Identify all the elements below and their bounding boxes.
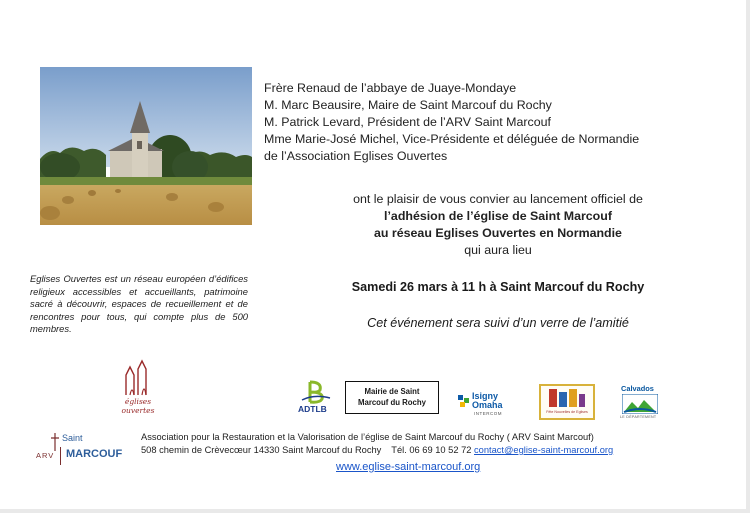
eglises-ouvertes-logo [108,355,168,413]
isigny-logo-text: Isigny [472,391,499,401]
invitation-highlight: au réseau Eglises Ouvertes en Normandie [374,226,622,240]
footer-email-link[interactable]: contact@eglise-saint-marcouf.org [474,445,614,455]
adtlb-logo-text: ADTLB [298,404,327,414]
mairie-logo [345,381,439,414]
saint-marcouf-logo-divider [60,447,61,465]
invitee-line: de l’Association Eglises Ouvertes [264,149,448,163]
footer-contact-line [141,444,701,457]
adtlb-logo [296,380,340,416]
footer-association: Association pour la Restauration et la Valorisation de l’église de Saint Marcouf du Rochy ( ARV Saint Marcouf) [141,432,594,442]
invitees-list [264,80,734,165]
invitee-line: Frère Renaud de l’abbaye de Juaye-Mondaye [264,81,517,95]
network-description: Eglises Ouvertes est un réseau européen d’édifices religieux accessibles et accueillants, patrimoine sacré à découvrir, espaces de recueillement et de rencontres pour tous, qui compte plus de 500 membres. [30,273,248,335]
isigny-omaha-logo [458,391,514,419]
saint-marcouf-logo [36,433,123,467]
invitee-line: Mme Marie-José Michel, Vice-Présidente et déléguée de Normandie [264,132,640,146]
saint-marcouf-logo-arv: ARV [36,451,55,460]
calvados-logo-text: Calvados [621,384,654,393]
eglises-ouvertes-logo-text: églises ouvertes [121,397,155,415]
church-photo [40,67,252,225]
website-link[interactable]: www.eglise-saint-marcouf.org [336,461,481,473]
invitation-line: qui aura lieu [464,243,532,257]
calvados-logo [618,384,664,422]
calvados-logo-subtext: LE DÉPARTEMENT [620,415,657,419]
invitation-line: ont le plaisir de vous convier au lancement officiel de [353,192,643,206]
footer-phone: Tél. 06 69 10 52 72 [391,445,472,455]
event-date: Samedi 26 mars à 11 h à Saint Marcouf du Rochy [351,280,645,294]
invitee-line: M. Patrick Levard, Président de l’ARV Saint Marcouf [264,115,551,129]
footer-address: 508 chemin de Crèvecœur 14330 Saint Marcouf du Rochy [141,445,382,455]
saint-marcouf-logo-marcouf: MARCOUF [66,448,123,460]
intercom-logo-text: INTERCOM [474,411,502,416]
invitee-line: M. Marc Beausire, Maire de Saint Marcouf du Rochy [264,98,552,112]
mairie-logo-line: Mairie de Saint [364,387,420,396]
festival-logo-caption: Fête Nouvelles de Eglises [546,410,588,414]
invitation-highlight: l’adhésion de l’église de Saint Marcouf [384,209,612,223]
saint-marcouf-logo-saint: Saint [62,433,83,443]
invitation-text [300,191,696,259]
event-followup: Cet événement sera suivi d’un verre de l’amitié [367,316,629,330]
omaha-logo-text: Omaha [472,400,503,410]
festival-logo [539,384,595,420]
footer [141,431,701,457]
mairie-logo-line: Marcouf du Rochy [357,398,426,407]
